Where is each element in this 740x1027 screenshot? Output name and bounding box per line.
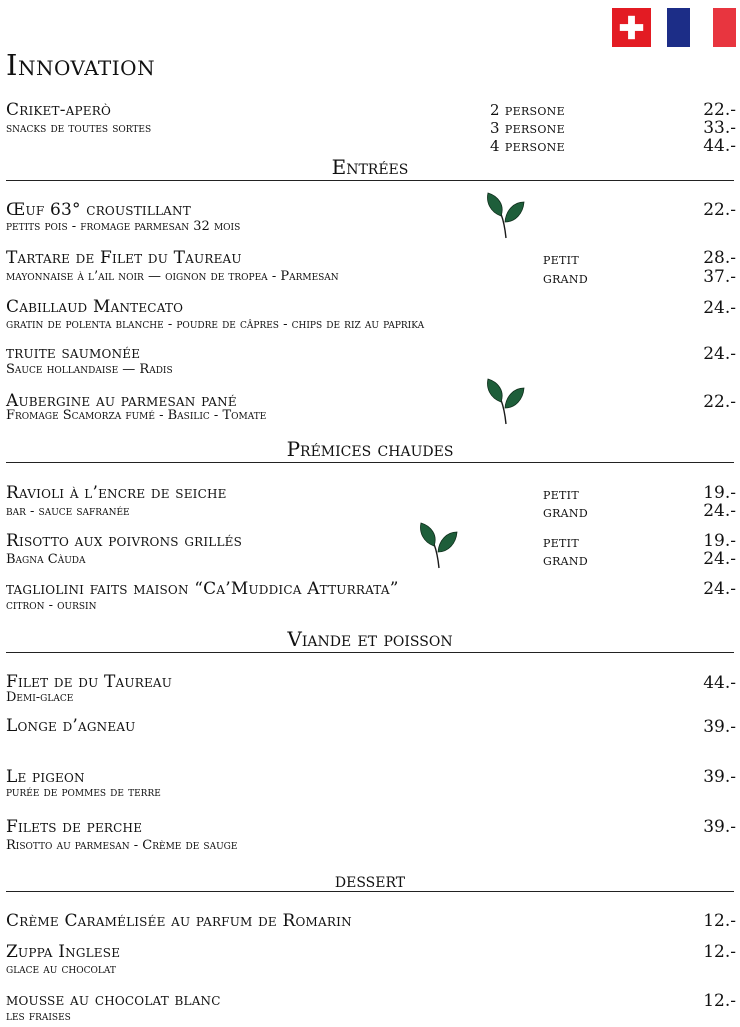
- item-name: Crème Caramélisée au parfum de Romarin: [6, 911, 352, 931]
- menu-title: Innovation: [6, 48, 156, 82]
- item-name: Longe d’agneau: [6, 716, 136, 736]
- item-desc: snacks de toutes sortes: [6, 121, 152, 136]
- section-divider: [6, 891, 734, 892]
- item-desc: bar - sauce safranée: [6, 504, 130, 519]
- item-price: 22.-: [703, 200, 736, 220]
- size-option: 2 persone: [490, 101, 565, 119]
- size-option: petit: [543, 485, 579, 503]
- item-price: 12.-: [703, 991, 736, 1011]
- item-desc: citron - oursin: [6, 598, 97, 613]
- section-divider: [6, 652, 734, 653]
- item-name: Le pigeon: [6, 767, 85, 787]
- section-divider: [6, 180, 734, 181]
- item-price: 33.-: [703, 118, 736, 138]
- item-name: Filets de perche: [6, 817, 143, 837]
- swiss-flag-icon[interactable]: [612, 8, 651, 47]
- vegetarian-leaf-icon: [419, 522, 459, 570]
- item-name: Aubergine au parmesan pané: [6, 391, 237, 411]
- item-price: 24.-: [703, 549, 736, 569]
- size-option: petit: [543, 250, 579, 268]
- item-price: 12.-: [703, 911, 736, 931]
- section-title-entrees: Entrées: [331, 155, 409, 179]
- item-name: tagliolini faits maison “Ca’Muddica Atturrata”: [6, 579, 399, 599]
- item-name: Risotto aux poivrons grillés: [6, 531, 242, 551]
- item-name: truite saumonée: [6, 343, 141, 363]
- item-price: 19.-: [703, 483, 736, 503]
- size-option: 4 persone: [490, 137, 565, 155]
- item-name: Filet de du Taureau: [6, 672, 173, 692]
- size-option: 3 persone: [490, 119, 565, 137]
- item-name: Cabillaud Mantecato: [6, 297, 184, 317]
- size-option: grand: [543, 269, 588, 287]
- vegetarian-leaf-icon: [486, 378, 526, 426]
- item-price: 24.-: [703, 298, 736, 318]
- item-price: 44.-: [703, 673, 736, 693]
- item-price: 22.-: [703, 100, 736, 120]
- french-flag-icon[interactable]: [667, 8, 736, 47]
- item-price: 22.-: [703, 392, 736, 412]
- item-name: Œuf 63° croustillant: [6, 200, 191, 220]
- item-desc: les fraises: [6, 1009, 71, 1024]
- item-price: 12.-: [703, 942, 736, 962]
- item-desc: glace au chocolat: [6, 962, 116, 977]
- item-price: 39.-: [703, 717, 736, 737]
- item-desc: purée de pommes de terre: [6, 785, 161, 800]
- item-desc: Bagna Càuda: [6, 552, 86, 567]
- item-desc: mayonnaise à l’ail noir — oignon de tropea - Parmesan: [6, 269, 339, 284]
- section-title-viande: Viande et poisson: [287, 627, 453, 651]
- item-price: 37.-: [703, 267, 736, 287]
- item-desc: Risotto au parmesan - Crème de sauge: [6, 838, 238, 853]
- item-name: Tartare de Filet du Taureau: [6, 248, 242, 268]
- item-price: 44.-: [703, 136, 736, 156]
- item-price: 28.-: [703, 248, 736, 268]
- item-desc: Demi-glace: [6, 690, 74, 705]
- item-name: Zuppa Inglese: [6, 942, 121, 962]
- item-desc: Fromage Scamorza fumé - Basilic - Tomate: [6, 408, 267, 423]
- item-price: 39.-: [703, 817, 736, 837]
- item-desc: petits pois - fromage parmesan 32 mois: [6, 219, 241, 234]
- item-desc: Sauce hollandaise — Radis: [6, 362, 173, 377]
- item-price: 39.-: [703, 767, 736, 787]
- item-price: 24.-: [703, 579, 736, 599]
- section-divider: [6, 462, 734, 463]
- size-option: grand: [543, 551, 588, 569]
- item-price: 24.-: [703, 344, 736, 364]
- item-price: 19.-: [703, 531, 736, 551]
- item-price: 24.-: [703, 501, 736, 521]
- section-title-dessert: dessert: [334, 868, 406, 892]
- item-name: Ravioli à l’encre de seiche: [6, 483, 227, 503]
- vegetarian-leaf-icon: [486, 192, 526, 240]
- section-title-premices: Prémices chaudes: [286, 437, 454, 461]
- item-desc: gratin de polenta blanche - poudre de câpres - chips de riz au paprika: [6, 317, 425, 332]
- item-name: Criket-aperò: [6, 100, 112, 120]
- item-name: mousse au chocolat blanc: [6, 990, 221, 1010]
- size-option: petit: [543, 533, 579, 551]
- size-option: grand: [543, 503, 588, 521]
